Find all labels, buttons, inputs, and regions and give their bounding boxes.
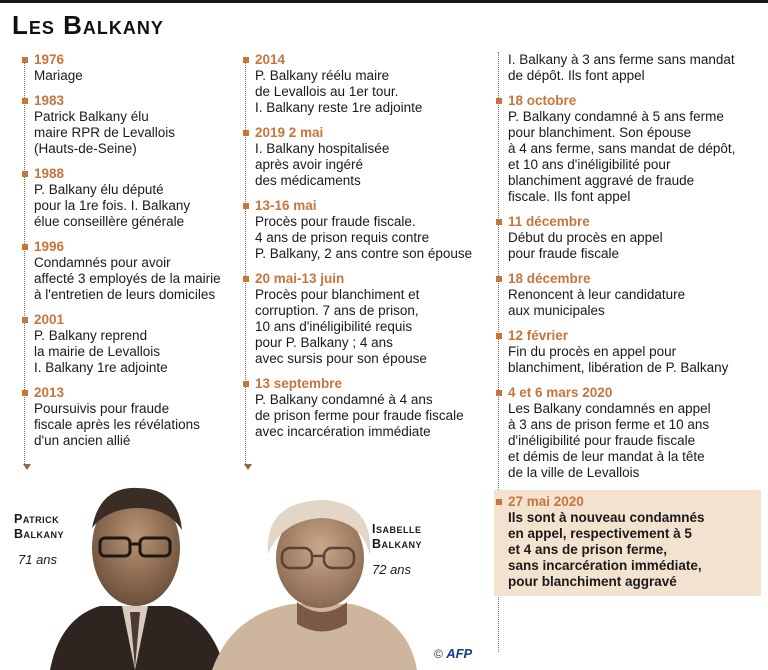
timeline-marker <box>243 57 249 63</box>
timeline-event <box>496 93 761 205</box>
event-date: 2014 <box>255 52 286 67</box>
timeline-event <box>22 385 237 449</box>
event-text: Mariage <box>34 68 83 83</box>
timeline-event <box>22 166 237 230</box>
event-text: P. Balkany réélu maire de Levallois au 1er tour. I. Balkany reste 1re adjointe <box>255 68 423 115</box>
afp-logo: AFP <box>446 646 473 661</box>
timeline-event <box>243 52 485 116</box>
timeline-marker <box>243 203 249 209</box>
event-date: 13 septembre <box>255 376 343 391</box>
page-title: Les Balkany <box>12 10 164 40</box>
timeline-arrow-icon <box>244 464 252 470</box>
timeline-marker <box>22 171 28 177</box>
copyright-symbol: © <box>434 647 443 661</box>
event-text: Poursuivis pour fraude fiscale après les révélations d'un ancien allié <box>34 401 200 448</box>
timeline-event-highlight <box>494 490 761 596</box>
timeline-arrow-icon <box>23 464 31 470</box>
timeline-continuation-text: I. Balkany à 3 ans ferme sans mandat de dépôt. Ils font appel <box>508 52 735 83</box>
timeline-event <box>243 125 485 189</box>
timeline-event <box>22 312 237 376</box>
patrick-name-label: Patrick Balkany <box>14 512 65 541</box>
event-date: 2013 <box>34 385 65 400</box>
event-date: 13-16 mai <box>255 198 317 213</box>
timeline-event <box>496 328 761 376</box>
timeline-marker <box>22 98 28 104</box>
event-date: 11 décembre <box>508 214 590 229</box>
timeline-marker <box>22 317 28 323</box>
event-text: P. Balkany reprend la mairie de Levallois I. Balkany 1re adjointe <box>34 328 168 375</box>
timeline-marker <box>496 98 502 104</box>
timeline-marker <box>243 276 249 282</box>
event-text: Ils sont à nouveau condamnés en appel, respectivement à 5 et 4 ans de prison ferme, sans incarcération immédiate, pour blanchiment aggravé <box>508 510 705 589</box>
timeline-event <box>496 271 761 319</box>
event-text: Fin du procès en appel pour blanchiment, libération de P. Balkany <box>508 344 729 375</box>
event-date: 1988 <box>34 166 65 181</box>
timeline-marker <box>496 219 502 225</box>
timeline-event <box>243 376 485 440</box>
event-text: Procès pour fraude fiscale. 4 ans de prison requis contre P. Balkany, 2 ans contre son épouse <box>255 214 473 261</box>
event-text: Début du procès en appel pour fraude fiscale <box>508 230 663 261</box>
timeline-column-2 <box>243 52 485 464</box>
timeline-column-3 <box>496 52 761 652</box>
event-date: 1976 <box>34 52 65 67</box>
timeline-marker <box>22 57 28 63</box>
event-date: 20 mai-13 juin <box>255 271 345 286</box>
event-date: 2001 <box>34 312 65 327</box>
event-date: 18 octobre <box>508 93 577 108</box>
timeline-marker <box>243 381 249 387</box>
event-text: I. Balkany hospitalisée après avoir ingéré des médicaments <box>255 141 390 188</box>
timeline-column-1 <box>22 52 237 464</box>
event-date: 1996 <box>34 239 65 254</box>
event-date: 2019 2 mai <box>255 125 324 140</box>
timeline-event <box>22 52 237 84</box>
timeline-marker <box>496 333 502 339</box>
timeline-marker <box>22 390 28 396</box>
timeline-marker <box>22 244 28 250</box>
patrick-portrait <box>40 478 230 670</box>
event-text: P. Balkany élu député pour la 1re fois. I. Balkany élue conseillère générale <box>34 182 191 229</box>
timeline-event <box>496 214 761 262</box>
event-date: 18 décembre <box>508 271 591 286</box>
patrick-age: 71 ans <box>18 552 58 567</box>
timeline-marker <box>243 130 249 136</box>
timeline-event <box>243 198 485 262</box>
event-text: Condamnés pour avoir affecté 3 employés de la mairie à l'entretien de leurs domiciles <box>34 255 221 302</box>
timeline-event <box>496 385 761 481</box>
timeline-marker <box>496 390 502 396</box>
timeline-marker <box>496 276 502 282</box>
event-date: 1983 <box>34 93 65 108</box>
event-text: Renoncent à leur candidature aux municipales <box>508 287 686 318</box>
event-date: 4 et 6 mars 2020 <box>508 385 613 400</box>
timeline-marker <box>496 499 502 505</box>
event-text: P. Balkany condamné à 4 ans de prison ferme pour fraude fiscale avec incarcération immédiate <box>255 392 464 439</box>
event-text: P. Balkany condamné à 5 ans ferme pour blanchiment. Son épouse à 4 ans ferme, sans mandat de dépôt, et 10 ans d'inéligibilité pour blanchiment aggravé de fraude fiscale. Ils font appel <box>508 109 736 204</box>
event-text: Procès pour blanchiment et corruption. 7 ans de prison, 10 ans d'inéligibilité requis pour P. Balkany ; 4 ans avec sursis pour son épouse <box>255 287 427 366</box>
event-text: Patrick Balkany élu maire RPR de Levallois (Hauts-de-Seine) <box>34 109 176 156</box>
isabelle-portrait <box>212 494 417 670</box>
top-rule <box>0 0 768 3</box>
event-date: 27 mai 2020 <box>508 494 584 509</box>
event-text: Les Balkany condamnés en appel à 3 ans de prison ferme et 10 ans d'inéligibilité pour fraude fiscale et démis de leur mandat à la tête de la ville de Levallois <box>508 401 711 480</box>
isabelle-age: 72 ans <box>372 562 412 577</box>
timeline-event <box>243 271 485 367</box>
timeline-event <box>22 239 237 303</box>
isabelle-name-label: Isabelle Balkany <box>372 522 423 551</box>
event-date: 12 février <box>508 328 569 343</box>
credit-line <box>434 646 472 661</box>
timeline-event <box>22 93 237 157</box>
